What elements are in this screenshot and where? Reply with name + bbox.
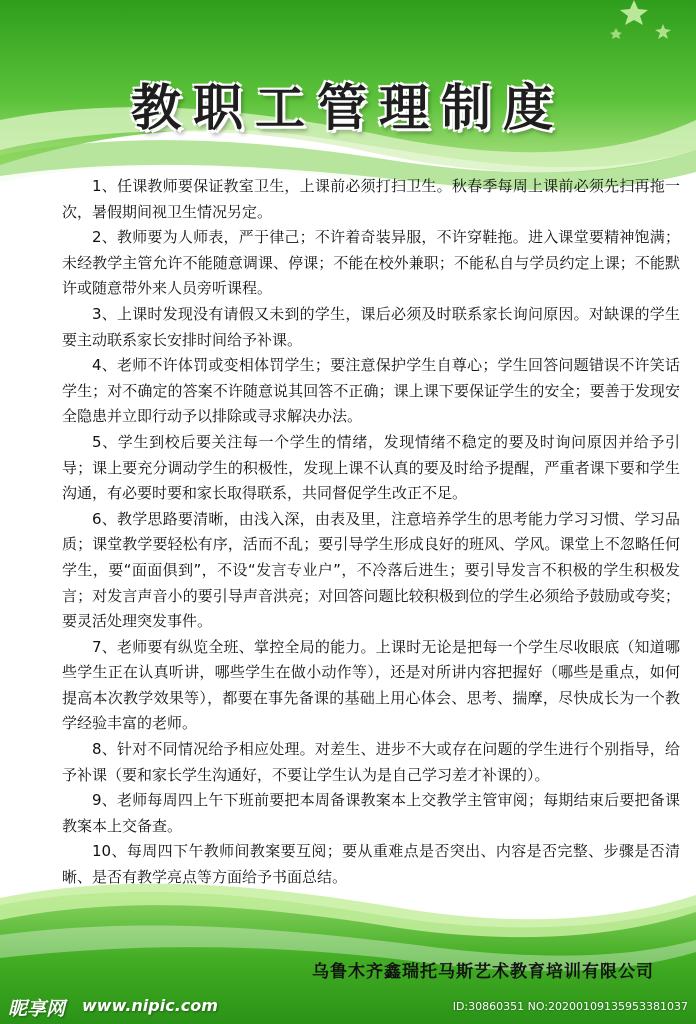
rule-paragraph: 7、老师要有纵览全班、掌控全局的能力。上课时无论是把每一个学生尽收眼底（知道哪些学生正在认真听讲，哪些学生在做小动作等），还是对所讲内容把握好（哪些是重点，如何提高本次教学效果等），都要在事先备课的基础上用心体会、思考、揣摩，尽快成长为一个教学经验丰富的老师。: [62, 637, 680, 733]
page-title: 教职工管理制度: [131, 79, 565, 137]
rule-paragraph: 9、老师每周四上午下班前要把本周备课教案本上交教学主管审阅；每期结束后要把备课教案本上交备查。: [62, 791, 680, 835]
rule-paragraph: 5、学生到校后要关注每一个学生的情绪，发现情绪不稳定的要及时询问原因并给予引导；课上要充分调动学生的积极性，发现上课不认真的要及时给予提醒，严重者课下要和学生沟通，有必要时要和家长取得联系，共同督促学生改正不足。: [62, 432, 680, 503]
rule-paragraph: 3、上课时发现没有请假又未到的学生，课后必须及时联系家长询问原因。对缺课的学生要主动联系家长安排时间给予补课。: [62, 304, 680, 349]
rule-paragraph: 4、老师不许体罚或变相体罚学生；要注意保护学生自尊心；学生回答问题错误不许笑话学生；对不确定的答案不许随意说其回答不正确；课上课下要保证学生的安全；要善于发现安全隐患并立即行动予以排除或寻求解决办法。: [62, 356, 680, 426]
rule-paragraph: 2、教师要为人师表，严于律己；不许着奇装异服，不许穿鞋拖。进入课堂要精神饱满；未经教学主管允许不能随意调课、停课；不能在校外兼职；不能私自与学员约定上课；不能默许或随意带外来人员旁听课程。: [62, 228, 680, 298]
watermark-logo: 昵享网: [8, 998, 66, 1020]
rule-paragraph: 8、针对不同情况给予相应处理。对差生、进步不大或存在问题的学生进行个别指导，给予补课（要和家长学生沟通好，不要让学生认为是自己学习差才补课的）。: [62, 740, 680, 784]
rules-list: [62, 174, 680, 891]
watermark-id: ID:30860351 NO:20200109135953381037: [452, 1000, 688, 1013]
company-name: 乌鲁木齐鑫瑞托马斯艺术教育培训有限公司: [312, 962, 654, 982]
watermark-site: www.nipic.com: [82, 996, 218, 1015]
rule-paragraph: 1、任课教师要保证教室卫生，上课前必须打扫卫生。秋春季每周上课前必须先扫再拖一次，暑假期间视卫生情况另定。: [62, 177, 680, 221]
rule-paragraph: 6、教学思路要清晰，由浅入深，由表及里，注意培养学生的思考能力学习习惯、学习品质；课堂教学要轻松有序，活而不乱；要引导学生形成良好的班风、学风。课堂上不忽略任何学生，要“面面俱到”，不设“发言专业户”，不冷落后进生；要引导发言不积极的学生积极发言；对发言声音小的要引导声音洪亮；对回答问题比较积极到位的学生必须给予鼓励或夸奖；要灵活处理突发事件。: [62, 509, 680, 631]
rule-paragraph: 10、每周四下午教师间教案要互阅；要从重难点是否突出、内容是否完整、步骤是否清晰、是否有教学亮点等方面给予书面总结。: [62, 842, 680, 887]
